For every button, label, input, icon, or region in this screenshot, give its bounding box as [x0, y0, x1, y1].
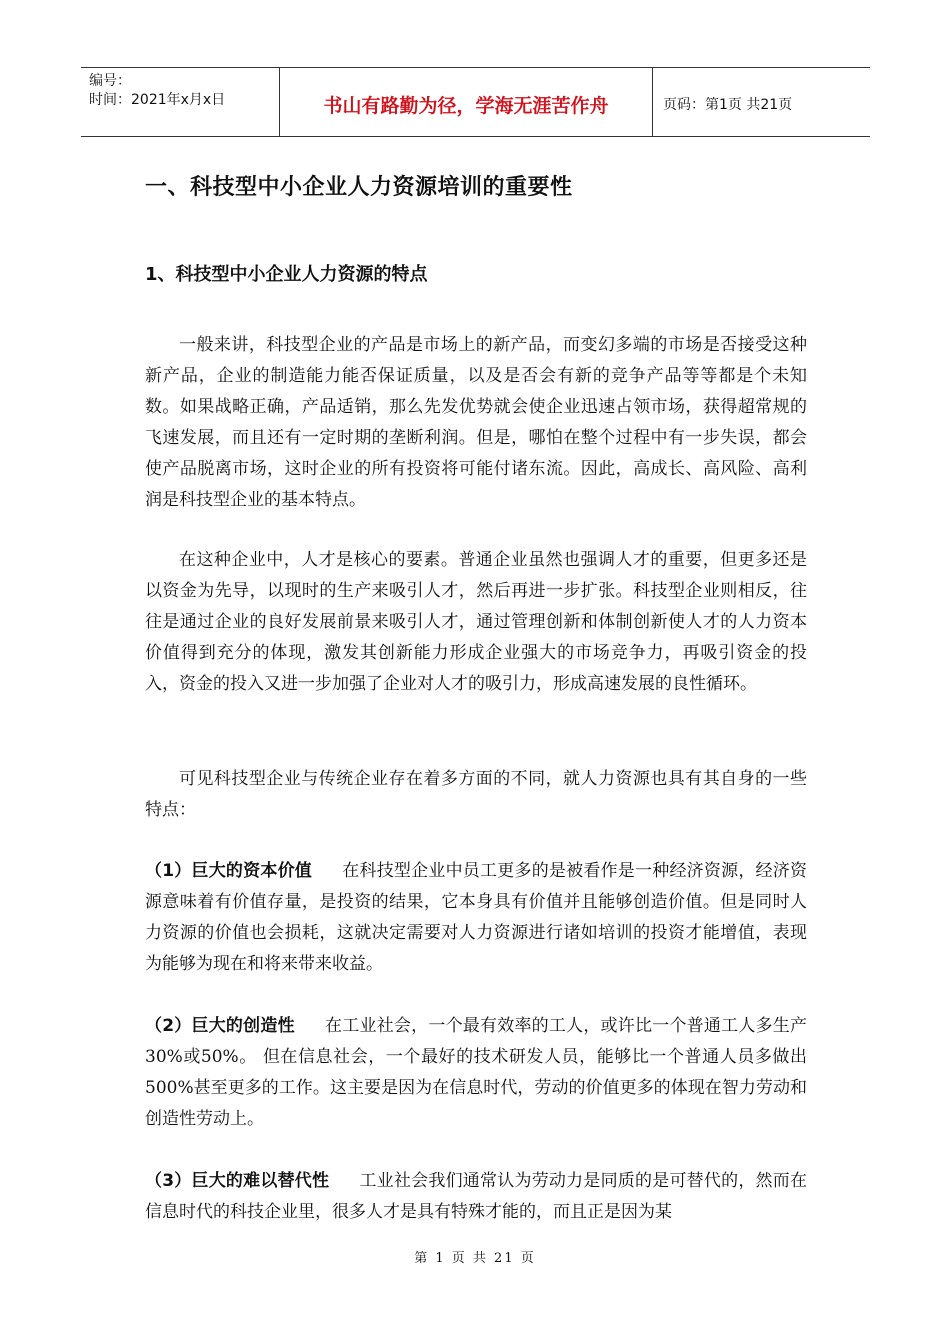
page-header — [81, 67, 870, 137]
header-motto — [280, 68, 653, 136]
document-date: 时间：2021年x月x日 — [89, 92, 226, 108]
paragraph-2: 在这种企业中，人才是核心的要素。普通企业虽然也强调人才的重要，但更多还是以资金为先导，以现时的生产来吸引人才，然后再进一步扩张。科技型企业则相反，往往是通过企业的良好发展前景来吸引人才，通过管理创新和体制创新使人才的人力资本价值得到充分的体现，激发其创新能力形成企业强大的市场竞争力，再吸引资金的投入，资金的投入又进一步加强了企业对人才的吸引力，形成高速发展的良性循环。 — [145, 550, 807, 694]
list-item-2-body: 在工业社会，一个最有效率的工人，或许比一个普通工人多生产30%或50%。 但在信息社会，一个最好的技术研发人员，能够比一个普通人员多做出500%甚至更多的工作。这主要是因为在信息时代，劳动的价值更多的体现在智力劳动和创造性劳动上。 — [145, 1016, 807, 1129]
motto-text: 书山有路勤为径，学海无涯苦作舟 — [323, 94, 609, 117]
header-page-info — [653, 68, 870, 136]
page-footer: 第 1 页 共 21 页 — [414, 1251, 536, 1266]
list-item-2-title: （2）巨大的创造性 — [145, 1016, 295, 1036]
paragraph-3: 可见科技型企业与传统企业存在着多方面的不同，就人力资源也具有其自身的一些特点： — [145, 769, 807, 820]
subsection-title: 1、科技型中小企业人力资源的特点 — [145, 264, 428, 285]
document-number-label: 编号： — [89, 73, 131, 89]
section-title: 一、科技型中小企业人力资源培训的重要性 — [145, 175, 573, 200]
list-item-1-title: （1）巨大的资本价值 — [145, 861, 313, 881]
list-item-3 — [145, 1166, 807, 1228]
header-meta — [81, 68, 280, 136]
paragraph-1: 一般来讲，科技型企业的产品是市场上的新产品，而变幻多端的市场是否接受这种新产品，企业的制造能力能否保证质量，以及是否会有新的竞争产品等等都是个未知数。如果战略正确，产品适销，那么先发优势就会使企业迅速占领市场，获得超常规的飞速发展，而且还有一定时期的垄断利润。但是，哪怕在整个过程中有一步失误，都会使产品脱离市场，这时企业的所有投资将可能付诸东流。因此，高成长、高风险、高利润是科技型企业的基本特点。 — [145, 335, 807, 510]
list-item-2 — [145, 1011, 807, 1135]
list-item-3-body: 工业社会我们通常认为劳动力是同质的是可替代的，然而在信息时代的科技企业里，很多人才是具有特殊才能的，而且正是因为某 — [145, 1171, 807, 1222]
list-item-1 — [145, 856, 807, 980]
list-item-3-title: （3）巨大的难以替代性 — [145, 1171, 330, 1191]
page-info-text: 页码：第1页 共21页 — [663, 97, 793, 113]
list-item-1-body: 在科技型企业中员工更多的是被看作是一种经济资源，经济资源意味着有价值存量，是投资的结果，它本身具有价值并且能够创造价值。但是同时人力资源的价值也会损耗，这就决定需要对人力资源进行诸如培训的投资才能增值，表现为能够为现在和将来带来收益。 — [145, 861, 807, 974]
